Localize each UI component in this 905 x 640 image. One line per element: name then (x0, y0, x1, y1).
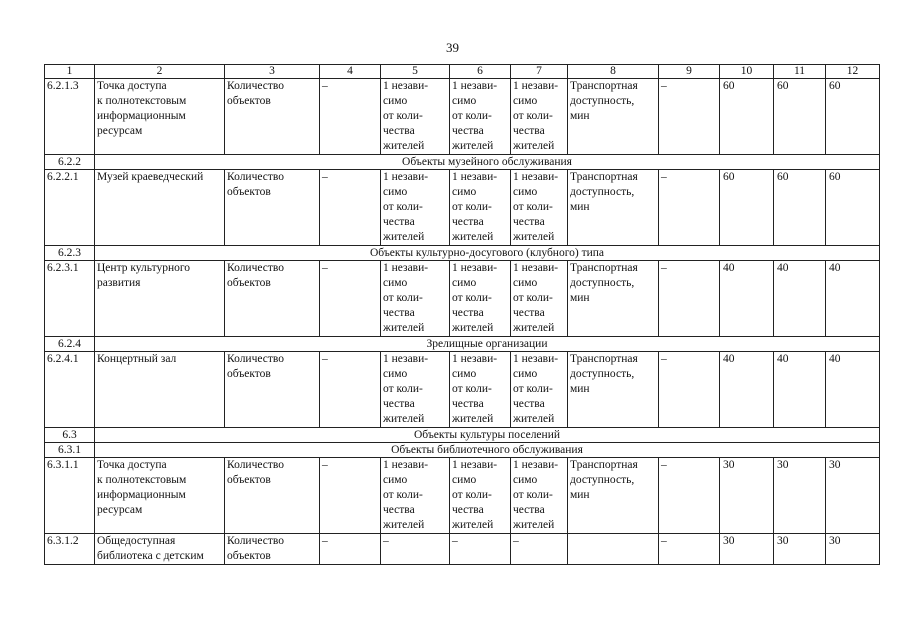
page-number: 39 (446, 40, 459, 55)
cell-c4: – (320, 79, 381, 155)
section-code: 6.2.2 (45, 155, 95, 170)
row-name: Концертный зал (95, 352, 225, 428)
section-row (45, 155, 880, 170)
cell-c10: 30 (720, 534, 774, 565)
row-code: 6.3.1.1 (45, 458, 95, 534)
cell-c7: 1 незави- симо от коли- чества жителей (511, 458, 568, 534)
cell-c7: 1 незави- симо от коли- чества жителей (511, 352, 568, 428)
row-indicator: Количество объектов (225, 352, 320, 428)
section-row (45, 428, 880, 443)
row-name: Точка доступа к полнотекстовым информационным ресурсам (95, 458, 225, 534)
section-row (45, 443, 880, 458)
header-cell: 4 (320, 65, 381, 79)
header-cell: 7 (511, 65, 568, 79)
table-row (45, 534, 880, 565)
cell-c4: – (320, 261, 381, 337)
header-cell: 6 (450, 65, 511, 79)
header-cell: 1 (45, 65, 95, 79)
header-cell: 5 (381, 65, 450, 79)
section-title: Объекты культуры поселений (95, 428, 880, 443)
row-name: Общедоступная библиотека с детским (95, 534, 225, 565)
cell-c9: – (659, 79, 720, 155)
row-indicator: Количество объектов (225, 534, 320, 565)
cell-c6: 1 незави- симо от коли- чества жителей (450, 458, 511, 534)
cell-c5: 1 незави- симо от коли- чества жителей (381, 458, 450, 534)
row-indicator: Количество объектов (225, 261, 320, 337)
table-row (45, 261, 880, 337)
cell-c8 (568, 534, 659, 565)
header-cell: 2 (95, 65, 225, 79)
cell-c12: 40 (826, 261, 880, 337)
table-row (45, 170, 880, 246)
cell-c12: 30 (826, 458, 880, 534)
row-indicator: Количество объектов (225, 79, 320, 155)
row-name: Музей краеведческий (95, 170, 225, 246)
cell-c5: – (381, 534, 450, 565)
section-code: 6.3.1 (45, 443, 95, 458)
table-row (45, 79, 880, 155)
cell-c4: – (320, 458, 381, 534)
section-title: Объекты культурно-досугового (клубного) типа (95, 246, 880, 261)
row-name: Точка доступа к полнотекстовым информационным ресурсам (95, 79, 225, 155)
cell-c11: 40 (774, 261, 826, 337)
section-row (45, 246, 880, 261)
cell-c12: 60 (826, 79, 880, 155)
header-cell: 11 (774, 65, 826, 79)
row-code: 6.2.3.1 (45, 261, 95, 337)
header-cell: 10 (720, 65, 774, 79)
cell-c5: 1 незави- симо от коли- чества жителей (381, 170, 450, 246)
cell-c4: – (320, 352, 381, 428)
cell-c8: Транспортная доступность, мин (568, 170, 659, 246)
section-code: 6.2.4 (45, 337, 95, 352)
cell-c8: Транспортная доступность, мин (568, 79, 659, 155)
cell-c5: 1 незави- симо от коли- чества жителей (381, 79, 450, 155)
cell-c4: – (320, 170, 381, 246)
cell-c5: 1 незави- симо от коли- чества жителей (381, 261, 450, 337)
cell-c9: – (659, 458, 720, 534)
cell-c9: – (659, 170, 720, 246)
row-code: 6.2.2.1 (45, 170, 95, 246)
section-title: Объекты музейного обслуживания (95, 155, 880, 170)
cell-c7: – (511, 534, 568, 565)
cell-c9: – (659, 534, 720, 565)
cell-c6: 1 незави- симо от коли- чества жителей (450, 170, 511, 246)
cell-c6: 1 незави- симо от коли- чества жителей (450, 261, 511, 337)
header-cell: 3 (225, 65, 320, 79)
table-row (45, 458, 880, 534)
cell-c10: 40 (720, 352, 774, 428)
row-indicator: Количество объектов (225, 170, 320, 246)
section-code: 6.3 (45, 428, 95, 443)
cell-c5: 1 незави- симо от коли- чества жителей (381, 352, 450, 428)
row-code: 6.3.1.2 (45, 534, 95, 565)
cell-c11: 30 (774, 458, 826, 534)
row-code: 6.2.4.1 (45, 352, 95, 428)
cell-c7: 1 незави- симо от коли- чества жителей (511, 261, 568, 337)
header-cell: 9 (659, 65, 720, 79)
cell-c12: 30 (826, 534, 880, 565)
cell-c8: Транспортная доступность, мин (568, 352, 659, 428)
cell-c8: Транспортная доступность, мин (568, 458, 659, 534)
cell-c9: – (659, 261, 720, 337)
section-code: 6.2.3 (45, 246, 95, 261)
table-row (45, 352, 880, 428)
header-row (45, 65, 880, 79)
cell-c10: 60 (720, 79, 774, 155)
header-cell: 12 (826, 65, 880, 79)
cell-c10: 30 (720, 458, 774, 534)
cell-c11: 30 (774, 534, 826, 565)
cell-c6: – (450, 534, 511, 565)
row-name: Центр культурного развития (95, 261, 225, 337)
cell-c7: 1 незави- симо от коли- чества жителей (511, 79, 568, 155)
cell-c10: 60 (720, 170, 774, 246)
section-row (45, 337, 880, 352)
section-title: Объекты библиотечного обслуживания (95, 443, 880, 458)
row-code: 6.2.1.3 (45, 79, 95, 155)
section-title: Зрелищные организации (95, 337, 880, 352)
cell-c11: 60 (774, 79, 826, 155)
cell-c11: 60 (774, 170, 826, 246)
cell-c6: 1 незави- симо от коли- чества жителей (450, 79, 511, 155)
cell-c10: 40 (720, 261, 774, 337)
cell-c11: 40 (774, 352, 826, 428)
cell-c6: 1 незави- симо от коли- чества жителей (450, 352, 511, 428)
row-indicator: Количество объектов (225, 458, 320, 534)
cell-c8: Транспортная доступность, мин (568, 261, 659, 337)
cell-c12: 40 (826, 352, 880, 428)
norms-table (44, 64, 880, 565)
cell-c12: 60 (826, 170, 880, 246)
cell-c7: 1 незави- симо от коли- чества жителей (511, 170, 568, 246)
header-cell: 8 (568, 65, 659, 79)
cell-c9: – (659, 352, 720, 428)
cell-c4: – (320, 534, 381, 565)
